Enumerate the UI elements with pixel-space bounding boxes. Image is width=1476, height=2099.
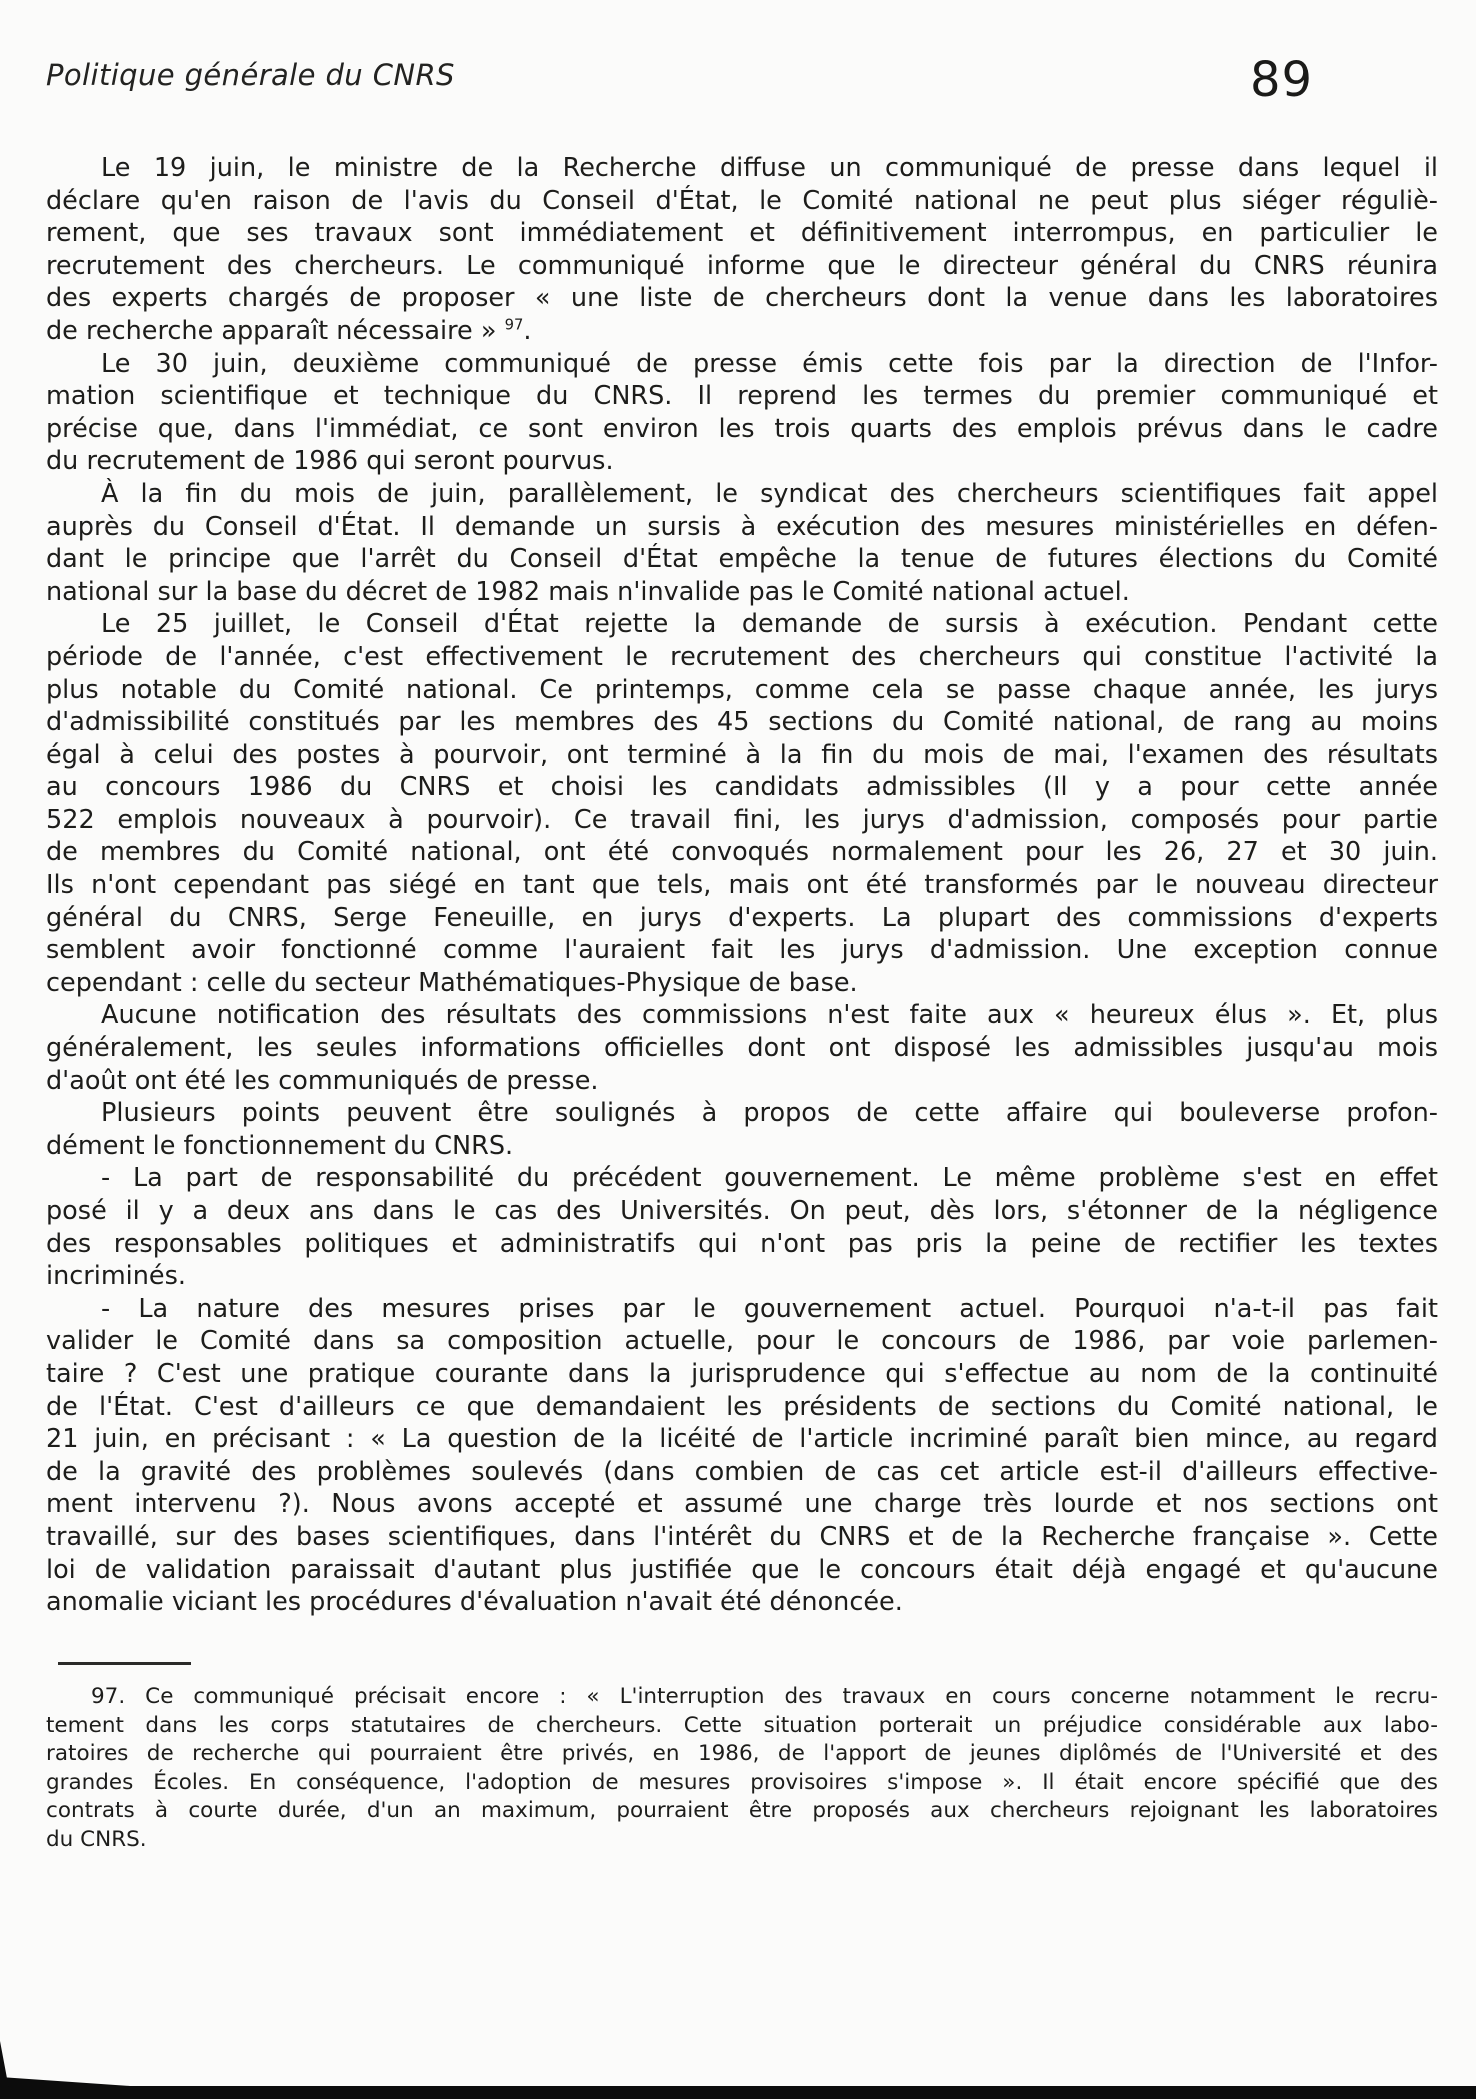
text-line: du recrutement de 1986 qui seront pourvus. [46,446,614,477]
text-line: de membres du Comité national, ont été convoqués normalement pour les 26, 27 et 30 juin. [46,837,1438,868]
paragraph-7 [46,1162,1438,1292]
text-line: Le 25 juillet, le Conseil d'État rejette la demande de sursis à exécution. Pendant cette [101,609,1438,640]
text-line: Le 30 juin, deuxième communiqué de presse émis cette fois par la direction de l'Infor- [101,348,1438,379]
text-line: taire ? C'est une pratique courante dans la jurisprudence qui s'effectue au nom de la continuité [46,1358,1438,1389]
text-line: mation scientifique et technique du CNRS. Il reprend les termes du premier communiqué et [46,381,1438,412]
text-line: loi de validation paraissait d'autant plus justifiée que le concours était déjà engagé et qu'aucune [46,1554,1438,1585]
text-line: au concours 1986 du CNRS et choisi les candidats admissibles (Il y a pour cette année [46,772,1438,803]
text-line: dant le principe que l'arrêt du Conseil d'État empêche la tenue de futures élections du Comité [46,544,1438,575]
paragraph-6 [46,1097,1438,1162]
paragraph-4 [46,608,1438,999]
text-line: de recherche apparaît nécessaire » $^{97}$. [46,315,532,346]
running-header-title: Politique générale du CNRS [46,58,455,92]
text-line: auprès du Conseil d'État. Il demande un sursis à exécution des mesures ministérielles en défen- [46,511,1438,542]
scan-edge-artifact-bottom [0,2086,1476,2099]
footnote-97 [46,1683,1438,1855]
text-line: - La nature des mesures prises par le gouvernement actuel. Pourquoi n'a-t-il pas fait [101,1293,1438,1324]
text-line: À la fin du mois de juin, parallèlement, le syndicat des chercheurs scientifiques fait appel [101,478,1438,509]
text-line: - La part de responsabilité du précédent gouvernement. Le même problème s'est en effet [101,1163,1438,1194]
text-line: plus notable du Comité national. Ce printemps, comme cela se passe chaque année, les jurys [46,674,1438,705]
text-line: travaillé, sur des bases scientifiques, dans l'intérêt du CNRS et de la Recherche française ». Cette [46,1521,1438,1552]
text-line: national sur la base du décret de 1982 mais n'invalide pas le Comité national actuel. [46,576,1130,607]
text-line: ment intervenu ?). Nous avons accepté et assumé une charge très lourde et nos sections ont [46,1489,1438,1520]
paragraph-3 [46,478,1438,608]
text-line: Aucune notification des résultats des commissions n'est faite aux « heureux élus ». Et, plus [101,1000,1438,1031]
text-line: valider le Comité dans sa composition actuelle, pour le concours de 1986, par voie parlemen- [46,1326,1438,1357]
text-line: du CNRS. [46,1826,147,1852]
text-line: rement, que ses travaux sont immédiatement et définitivement interrompus, en particulier le [46,218,1438,249]
text-line: 21 juin, en précisant : « La question de la licéité de l'article incriminé paraît bien mince, au regard [46,1424,1438,1455]
text-line: 522 emplois nouveaux à pourvoir). Ce travail fini, les jurys d'admission, composés pour partie [46,804,1438,835]
text-line: d'admissibilité constitués par les membres des 45 sections du Comité national, de rang au moins [46,707,1438,738]
paragraph-1 [46,152,1438,348]
text-line: égal à celui des postes à pourvoir, ont terminé à la fin du mois de mai, l'examen des résultats [46,739,1438,770]
footnote [46,1683,1438,1855]
text-line: grandes Écoles. En conséquence, l'adoption de mesures provisoires s'impose ». Il était encore spécifié que des [46,1769,1438,1795]
text-line: de la gravité des problèmes soulevés (dans combien de cas cet article est-il d'ailleurs effective- [46,1456,1438,1487]
text-line: Ils n'ont cependant pas siégé en tant que tels, mais ont été transformés par le nouveau directeur [46,870,1438,901]
paragraph-2 [46,348,1438,478]
text-line: posé il y a deux ans dans le cas des Universités. On peut, dès lors, s'étonner de la négligence [46,1196,1438,1226]
text-line: contrats à courte durée, d'un an maximum, pourraient être proposés aux chercheurs rejoignant les laboratoires [46,1798,1438,1824]
text-line: dément le fonctionnement du CNRS. [46,1130,514,1161]
text-line: précise que, dans l'immédiat, ce sont environ les trois quarts des emplois prévus dans le cadre [46,413,1438,444]
text-line: général du CNRS, Serge Feneuille, en jurys d'experts. La plupart des commissions d'experts [46,902,1438,933]
text-line: cependant : celle du secteur Mathématiques-Physique de base. [46,967,858,998]
text-line: semblent avoir fonctionné comme l'auraient fait les jurys d'admission. Une exception connue [46,935,1438,966]
text-line: de l'État. C'est d'ailleurs ce que demandaient les présidents de sections du Comité national, le [46,1391,1438,1422]
text-line: incriminés. [46,1261,187,1292]
text-line: ratoires de recherche qui pourraient être privés, en 1986, de l'apport de jeunes diplômés de l'Université et des [46,1741,1438,1767]
text-line: période de l'année, c'est effectivement le recrutement des chercheurs qui constitue l'activité la [46,641,1438,672]
text-line: des experts chargés de proposer « une liste de chercheurs dont la venue dans les laboratoires [46,283,1438,314]
footnote-reference: 97 [504,316,524,334]
text-line: des responsables politiques et administratifs qui n'ont pas pris la peine de rectifier les textes [46,1228,1438,1259]
footnote-separator [58,1662,191,1665]
text-line: d'août ont été les communiqués de presse. [46,1065,599,1096]
paragraph-5 [46,999,1438,1097]
text-line: tement dans les corps statutaires de chercheurs. Cette situation porterait un préjudice considérable aux labo- [46,1712,1438,1738]
text-line: Plusieurs points peuvent être soulignés à propos de cette affaire qui bouleverse profon- [101,1098,1438,1129]
page-number: 89 [1250,52,1314,108]
text-line: 97. Ce communiqué précisait encore : « L'interruption des travaux en cours concerne notamment le recru- [91,1684,1438,1709]
text-line: généralement, les seules informations officielles dont ont disposé les admissibles jusqu'au mois [46,1033,1438,1064]
text-line: Le 19 juin, le ministre de la Recherche diffuse un communiqué de presse dans lequel il [101,153,1438,183]
paragraph-8 [46,1293,1438,1619]
body-text [46,152,1438,1619]
text-line: anomalie viciant les procédures d'évaluation n'avait été dénoncée. [46,1587,903,1618]
scan-edge-artifact-corner [0,2041,9,2089]
text-line: recrutement des chercheurs. Le communiqué informe que le directeur général du CNRS réunira [46,250,1438,281]
text-line: déclare qu'en raison de l'avis du Conseil d'État, le Comité national ne peut plus siéger réguliè- [46,185,1438,216]
